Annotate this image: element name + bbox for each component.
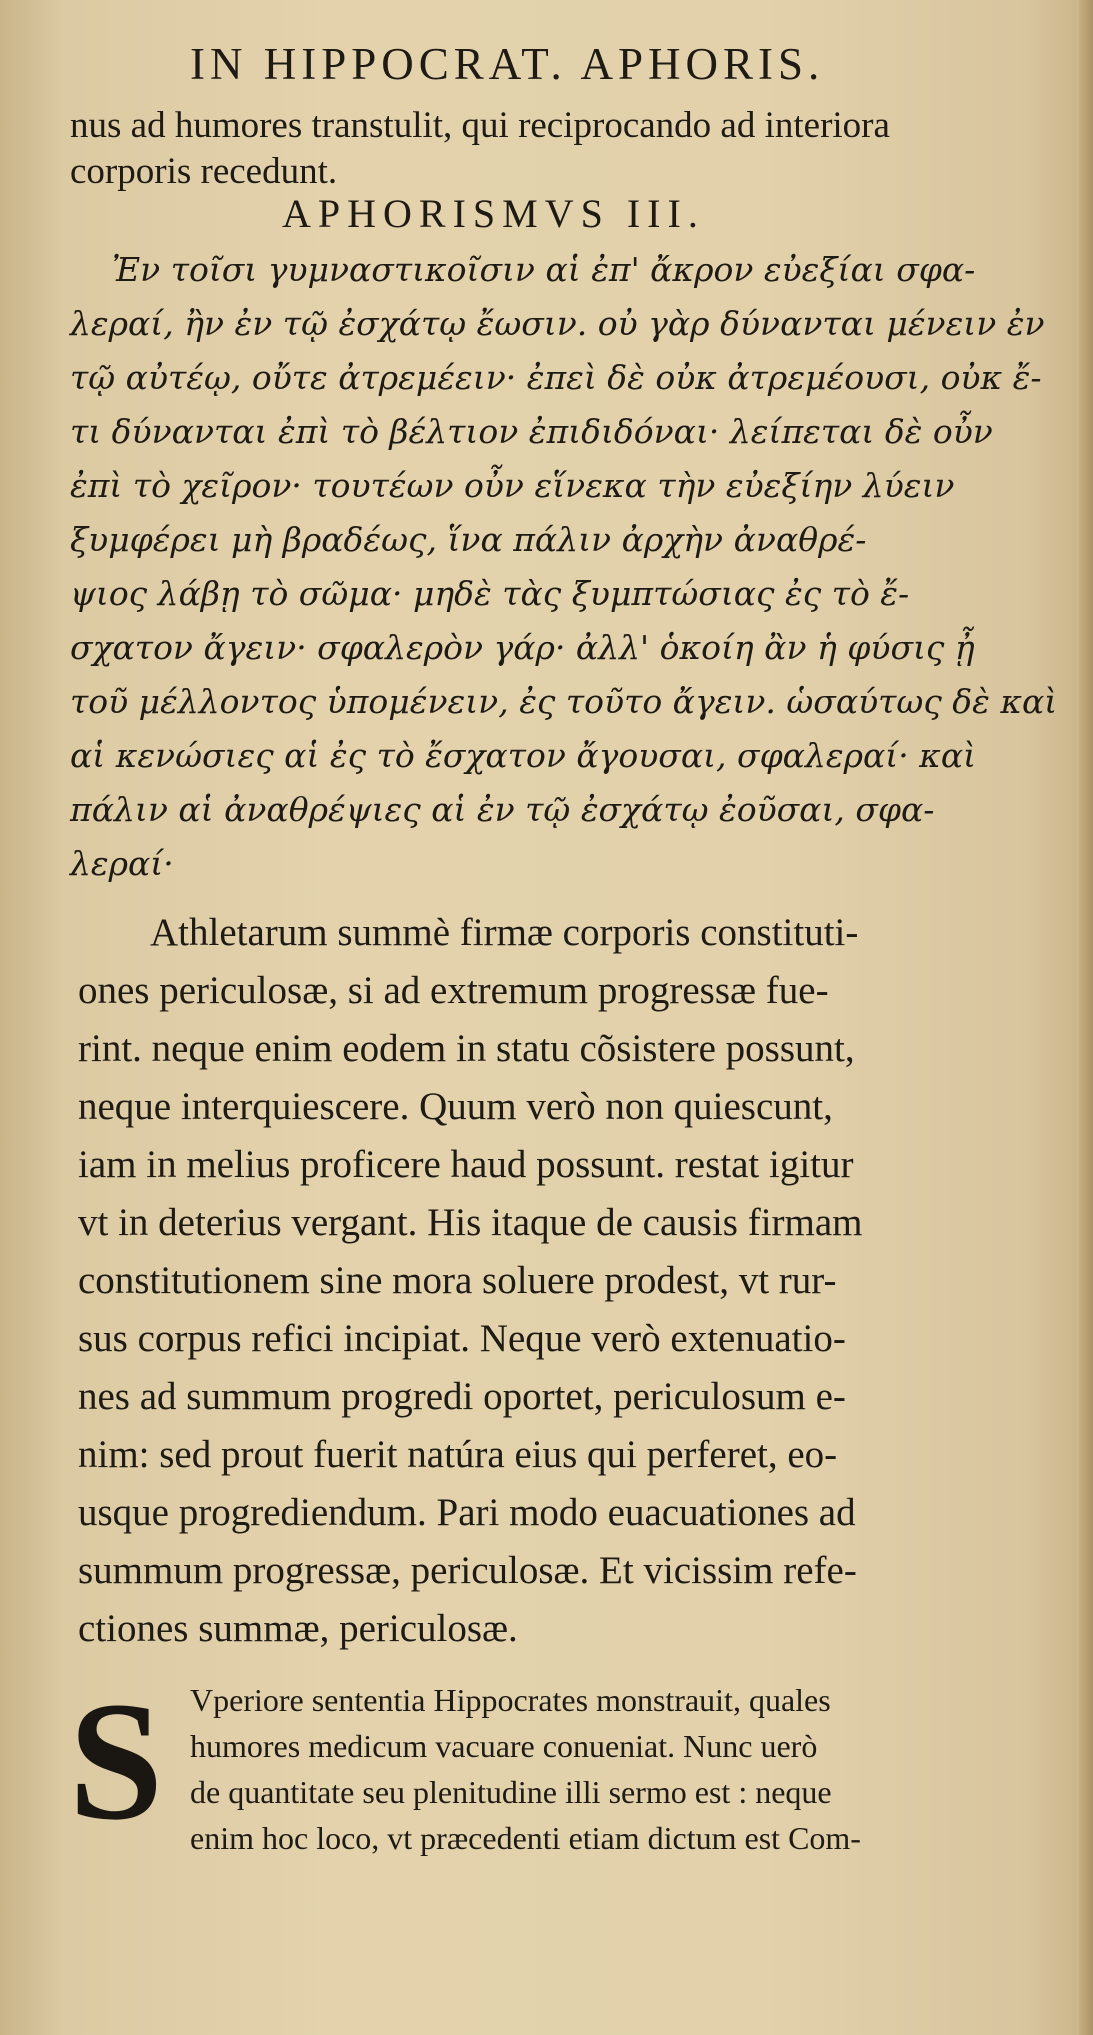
latin-line: summum progressæ, periculosæ. Et vicissim refe- xyxy=(78,1549,857,1592)
commentary-line: humores medicum vacuare conueniat. Nunc uerò xyxy=(190,1728,818,1764)
intro-line: nus ad humores transtulit, qui reciprocando ad interiora xyxy=(70,105,890,146)
latin-line: constitutionem sine mora soluere prodest, vt rur- xyxy=(78,1259,837,1302)
greek-line: τι δύνανται ἐπὶ τὸ βέλτιον ἐπιδιδόναι· λείπεται δὲ οὖν xyxy=(70,412,993,451)
intro-line: corporis recedunt. xyxy=(70,151,338,192)
running-head: IN HIPPOCRAT. APHORIS. xyxy=(190,39,825,89)
latin-line: rint. neque enim eodem in statu cõsistere possunt, xyxy=(78,1027,855,1070)
latin-line: sus corpus refici incipiat. Neque verò extenuatio- xyxy=(78,1317,846,1360)
greek-line: τῷ αὐτέῳ, οὔτε ἀτρεμέειν· ἐπεὶ δὲ οὐκ ἀτρεμέουσι, οὐκ ἔ- xyxy=(70,358,1042,397)
page-edge xyxy=(1079,0,1093,2035)
greek-line: σχατον ἄγειν· σφαλερὸν γάρ· ἀλλ' ὁκοίη ἂν ἡ φύσις ᾖ xyxy=(70,628,975,667)
greek-line: ξυμφέρει μὴ βραδέως, ἵνα πάλιν ἀρχὴν ἀναθρέ- xyxy=(70,520,867,559)
dropcap-s-ornament xyxy=(68,1680,164,1840)
aphorism-heading: APHORISMVS III. xyxy=(282,191,705,236)
greek-line: πάλιν αἱ ἀναθρέψιες αἱ ἐν τῷ ἐσχάτῳ ἐοῦσαι, σφα- xyxy=(70,790,935,829)
greek-line: τοῦ μέλλοντος ὑπομένειν, ἐς τοῦτο ἄγειν. ὡσαύτως δὲ καὶ xyxy=(70,682,1058,721)
greek-line: ἐπὶ τὸ χεῖρον· τουτέων οὖν εἵνεκα τὴν εὐεξίην λύειν xyxy=(70,466,955,505)
latin-line: usque progrediendum. Pari modo euacuationes ad xyxy=(78,1491,856,1534)
commentary-line: de quantitate seu plenitudine illi sermo est : neque xyxy=(190,1774,832,1810)
greek-line: λεραί, ἢν ἐν τῷ ἐσχάτῳ ἔωσιν. οὐ γὰρ δύνανται μένειν ἐν xyxy=(70,304,1045,343)
commentary-line: enim hoc loco, vt præcedenti etiam dictum est Com- xyxy=(190,1820,861,1856)
dropcap-letter: S xyxy=(68,1680,164,1840)
greek-line: αἱ κενώσιες αἱ ἐς τὸ ἔσχατον ἄγουσαι, σφαλεραί· καὶ xyxy=(70,736,977,775)
commentary-line: Vperiore sententia Hippocrates monstrauit, quales xyxy=(190,1682,831,1718)
latin-line: nim: sed prout fuerit natúra eius qui perferet, eo- xyxy=(78,1433,838,1476)
greek-line: ψιος λάβῃ τὸ σῶμα· μηδὲ τὰς ξυμπτώσιας ἐς τὸ ἔ- xyxy=(70,574,910,613)
latin-line: ctiones summæ, periculosæ. xyxy=(78,1607,518,1650)
latin-line: ones periculosæ, si ad extremum progressæ fue- xyxy=(78,969,829,1012)
latin-line: iam in melius proficere haud possunt. restat igitur xyxy=(78,1143,854,1186)
greek-line: Ἐν τοῖσι γυμναστικοῖσιν αἱ ἐπ' ἄκρον εὐεξίαι σφα- xyxy=(112,250,976,289)
latin-line: vt in deterius vergant. His itaque de causis firmam xyxy=(78,1201,863,1244)
greek-line: λεραί· xyxy=(70,844,174,883)
latin-line: neque interquiescere. Quum verò non quiescunt, xyxy=(78,1085,833,1128)
latin-line: Athletarum summè firmæ corporis constituti- xyxy=(150,911,859,954)
latin-line: nes ad summum progredi oportet, periculosum e- xyxy=(78,1375,846,1418)
